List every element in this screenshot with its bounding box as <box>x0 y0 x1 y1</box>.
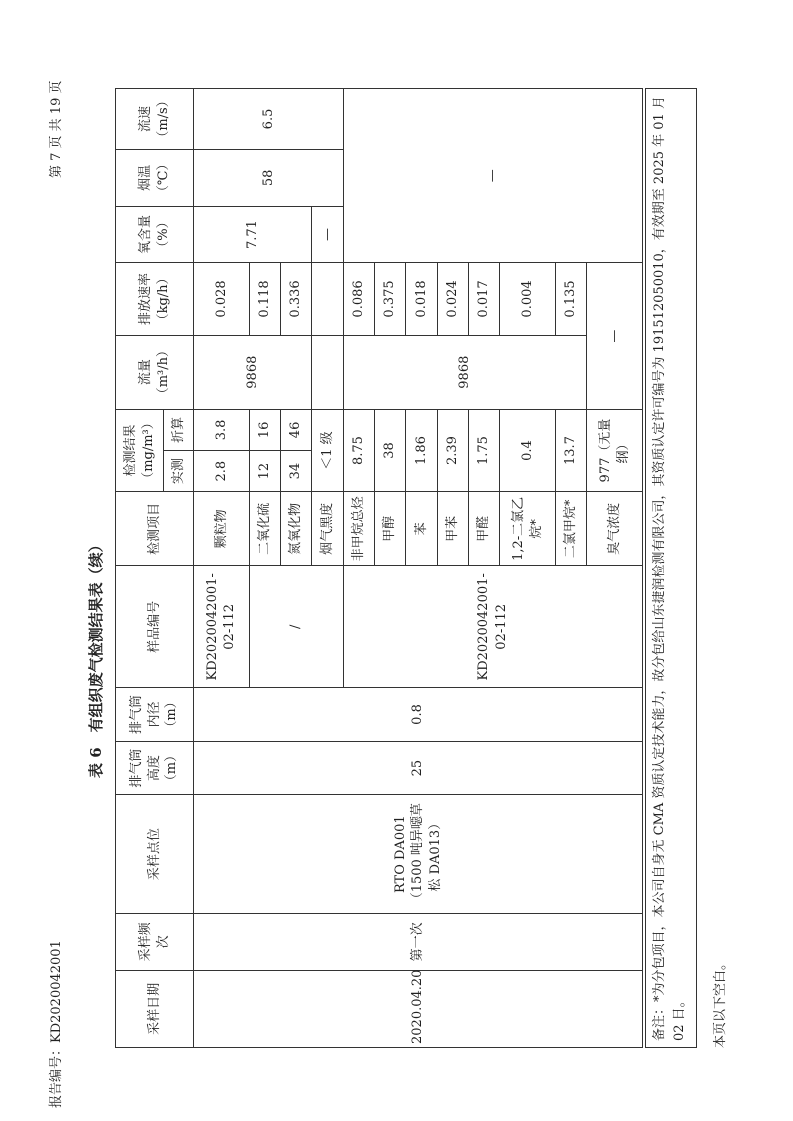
cell-oxygen: 7.71 <box>194 206 312 263</box>
cell-diameter: 0.8 <box>194 688 643 742</box>
cell-temp: 58 <box>194 149 344 206</box>
cell-date: 2020.04.20 <box>194 970 643 1047</box>
col-measured: 实测 <box>164 451 194 492</box>
cell-rate-empty <box>312 263 343 335</box>
cell-freq: 第一次 <box>194 913 643 970</box>
cell-item: 二氧化硫 <box>249 492 280 566</box>
cell-height: 25 <box>194 741 643 795</box>
cell-rate: 0.028 <box>194 263 250 335</box>
cell-result: 1.86 <box>406 409 437 491</box>
cell-result: 8.75 <box>343 409 374 491</box>
cell-item: 烟气黑度 <box>312 492 343 566</box>
cell-item: 甲苯 <box>437 492 468 566</box>
col-date: 采样日期 <box>116 970 194 1047</box>
cell-item: 二氯甲烷* <box>555 492 586 566</box>
cell-result: 38 <box>374 409 405 491</box>
col-velocity: 流速（m/s） <box>116 89 194 150</box>
report-number: 报告编号：KD2020042001 <box>49 940 64 1108</box>
cell-item: 非甲烷总烃 <box>343 492 374 566</box>
cell-item: 颗粒物 <box>194 492 250 566</box>
cell-rate: 0.336 <box>281 263 312 335</box>
cell-flow: 9868 <box>194 335 312 409</box>
cell-sample-no: KD2020042001-02-112 <box>194 566 250 688</box>
cell-rate: 0.086 <box>343 263 374 335</box>
cell-result: 0.4 <box>500 409 556 491</box>
cell-result: 13.7 <box>555 409 586 491</box>
col-sample-no: 样品编号 <box>116 566 194 688</box>
cell-result: 977（无量纲） <box>587 409 643 491</box>
cell-item: 苯 <box>406 492 437 566</box>
col-temp: 烟温（℃） <box>116 149 194 206</box>
footer-note: 本页以下空白。 <box>713 956 728 1048</box>
cell-sample-slash: / <box>249 566 343 688</box>
col-rate: 排放速率（kg/h） <box>116 263 194 335</box>
rotated-page <box>45 78 785 1108</box>
cell-oxygen-dash: — <box>312 206 343 263</box>
cell-converted: 16 <box>249 409 280 450</box>
cell-rate: 0.118 <box>249 263 280 335</box>
cell-rate: 0.017 <box>468 263 499 335</box>
table-title: 表 6 有组织废气检测结果表（续） <box>87 537 105 778</box>
cell-flow-dash: — <box>587 263 643 409</box>
col-flow: 流量（m³/h） <box>116 335 194 409</box>
cell-item: 臭气浓度 <box>587 492 643 566</box>
cell-flow-empty <box>312 335 343 409</box>
header-row <box>116 89 164 1048</box>
cell-measured: 34 <box>281 451 312 492</box>
col-diameter: 排气筒内径（m） <box>116 688 194 742</box>
cell-result: ＜1 级 <box>312 409 343 491</box>
page-info: 第 7 页 共 19 页 <box>49 80 64 178</box>
cell-item: 甲醇 <box>374 492 405 566</box>
cell-point: RTO DA001（1500 吨异噁草松 DA013） <box>194 795 643 914</box>
col-result: 检测结果（mg/m³） <box>116 409 164 491</box>
cell-measured: 2.8 <box>194 451 250 492</box>
cell-item: 甲醛 <box>468 492 499 566</box>
col-height: 排气筒高度（m） <box>116 741 194 795</box>
cell-measured: 12 <box>249 451 280 492</box>
cell-result: 1.75 <box>468 409 499 491</box>
remark-note: 备注：*为分包项目，本公司自身无 CMA 资质认定技术能力，故分包给山东捷润检测有限公司，其资质认定许可编号为 191512050010，有效期至 2025 年 01 月 02 日。 <box>645 88 697 1048</box>
emission-results-table <box>115 88 643 1048</box>
cell-rate: 0.135 <box>555 263 586 335</box>
cell-velocity: 6.5 <box>194 89 344 150</box>
cell-item: 1,2-二氯乙烷* <box>500 492 556 566</box>
col-oxygen: 氧含量（%） <box>116 206 194 263</box>
cell-tail-dash: — <box>343 89 642 263</box>
table-row <box>194 89 250 1048</box>
cell-rate: 0.024 <box>437 263 468 335</box>
cell-sample-no: KD2020042001-02-112 <box>343 566 642 688</box>
col-item: 检测项目 <box>116 492 194 566</box>
cell-item: 氮氧化物 <box>281 492 312 566</box>
col-freq: 采样频次 <box>116 913 194 970</box>
cell-result: 2.39 <box>437 409 468 491</box>
cell-converted: 46 <box>281 409 312 450</box>
cell-flow: 9868 <box>343 335 587 409</box>
col-point: 采样点位 <box>116 795 194 914</box>
cell-rate: 0.004 <box>500 263 556 335</box>
col-converted: 折算 <box>164 409 194 450</box>
cell-rate: 0.018 <box>406 263 437 335</box>
cell-converted: 3.8 <box>194 409 250 450</box>
cell-rate: 0.375 <box>374 263 405 335</box>
